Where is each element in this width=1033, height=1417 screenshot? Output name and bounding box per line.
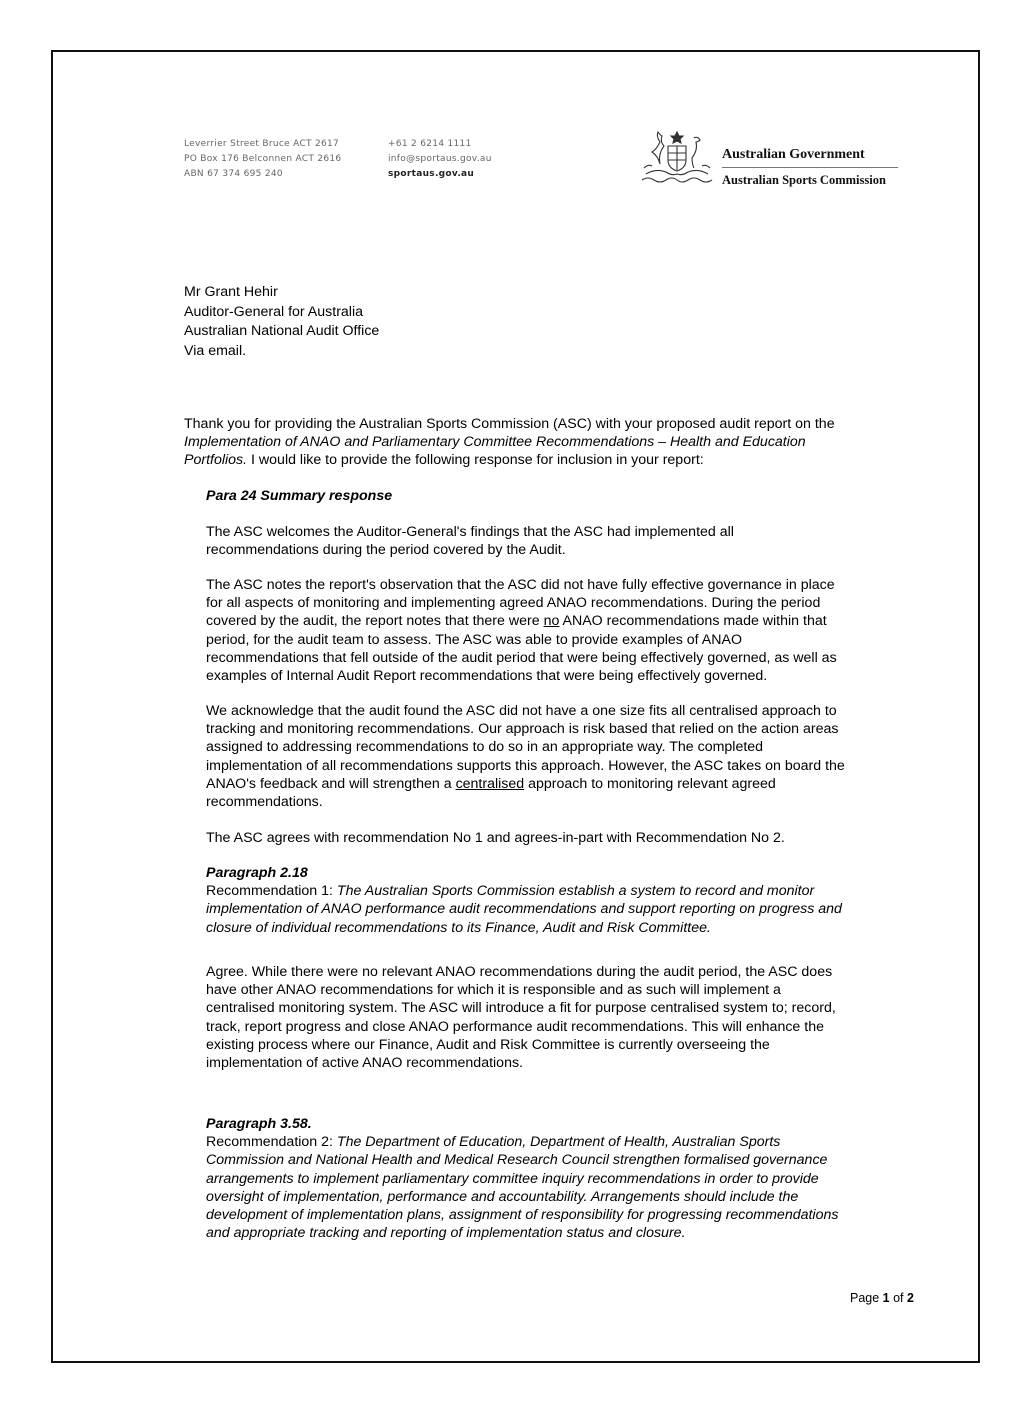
paragraph-line: recommendations that fell outside of the audit period that were being effectively governed, as well as	[206, 649, 837, 666]
organisation-name: Australian Sports Commission	[722, 173, 886, 187]
recommendation-text: Commission and National Health and Medical Research Council strengthen formalised governance	[206, 1152, 828, 1169]
government-name: Australian Government	[722, 147, 865, 162]
page-of-label: of	[889, 1291, 907, 1305]
paragraph-line	[206, 612, 837, 630]
letterhead-contact	[388, 137, 492, 182]
email-address: info@sportaus.gov.au	[388, 154, 492, 164]
recommendation-1-response	[206, 963, 836, 1072]
paragraph-line	[206, 1133, 838, 1151]
recommendation-1-heading: Paragraph 2.18	[206, 865, 308, 881]
paragraph-line: have other ANAO recommendations for which it is responsible and as such will implement a	[206, 982, 781, 999]
recipient-line: Mr Grant Hehir	[184, 284, 278, 300]
paragraph-line: recommendations during the period covered by the Audit.	[206, 542, 566, 559]
recommendation-text: The Department of Education, Department of Health, Australian Sports	[336, 1134, 781, 1151]
summary-heading: Para 24 Summary response	[206, 488, 393, 504]
recommendation-2-block	[206, 1115, 838, 1242]
paragraph-line: The ASC notes the report's observation that the ASC did not have fully effective governance in place	[206, 577, 835, 593]
paragraph-line: centralised monitoring system. The ASC will introduce a fit for purpose centralised system to; record,	[206, 1000, 836, 1017]
coat-of-arms-icon	[634, 128, 720, 190]
paragraph-line: We acknowledge that the audit found the ASC did not have a one size fits all centralised approach to	[206, 703, 837, 719]
total-pages: 2	[907, 1291, 914, 1305]
recommendation-label: Recommendation 1:	[206, 883, 337, 900]
recommendation-1-block	[206, 864, 842, 937]
address-line: Leverrier Street Bruce ACT 2617	[184, 139, 340, 149]
paragraph-line: track, report progress and close ANAO performance audit recommendations. This will enhance the	[206, 1018, 824, 1035]
letterhead-address	[184, 137, 341, 182]
recipient-line: Australian National Audit Office	[184, 323, 380, 339]
recipient-line: Via email.	[184, 342, 247, 359]
recipient-line: Auditor-General for Australia	[184, 303, 364, 320]
paragraph-line: period, for the audit team to assess. The ASC was able to provide examples of ANAO	[206, 631, 742, 648]
text-span: ANAO's feedback and will strengthen a	[206, 775, 456, 792]
phone-number: +61 2 6214 1111	[388, 139, 472, 149]
report-title-end: Portfolios.	[184, 452, 248, 469]
recipient-block	[184, 283, 379, 361]
intro-paragraph	[184, 415, 835, 470]
underlined-word: centralised	[455, 775, 525, 792]
address-line: PO Box 176 Belconnen ACT 2616	[184, 154, 342, 164]
wordmark-divider	[722, 167, 898, 168]
text-span: approach to monitoring relevant agreed	[524, 775, 776, 792]
paragraph-line: implementation of active ANAO recommendations.	[206, 1055, 524, 1072]
text-span: ANAO recommendations made within that	[559, 613, 827, 630]
recommendation-2-heading: Paragraph 3.58.	[206, 1116, 312, 1132]
current-page: 1	[882, 1291, 890, 1305]
intro-text: I would like to provide the following response for inclusion in your report:	[247, 452, 704, 469]
recommendation-text: development of implementation plans, assignment of responsibility for progressing recommendations	[206, 1207, 839, 1224]
summary-paragraph-2	[206, 576, 837, 685]
recommendation-text: The Australian Sports Commission establish a system to record and monitor	[336, 883, 815, 900]
summary-paragraph-4: The ASC agrees with recommendation No 1 and agrees-in-part with Recommendation No 2.	[206, 830, 785, 846]
text-span: covered by the audit, the report notes that there were	[206, 613, 544, 630]
page-number	[850, 1291, 914, 1305]
paragraph-line	[206, 882, 842, 900]
intro-line: Thank you for providing the Australian Sports Commission (ASC) with your proposed audit report on the	[184, 416, 835, 432]
government-wordmark	[722, 146, 898, 188]
paragraph-line: assigned to addressing recommendations to do so in an appropriate way. The completed	[206, 739, 764, 756]
page-label: Page	[850, 1291, 883, 1305]
paragraph-line: tracking and monitoring recommendations. Our approach is risk based that relied on the action areas	[206, 721, 839, 738]
paragraph-line: examples of Internal Audit Report recommendations that were being effectively governed.	[206, 668, 768, 685]
paragraph-line: existing process where our Finance, Audit and Risk Committee is currently overseeing the	[206, 1036, 770, 1053]
paragraph-line: The ASC welcomes the Auditor-General's findings that the ASC had implemented all	[206, 524, 734, 540]
website-address: sportaus.gov.au	[388, 169, 475, 179]
recommendation-text: implementation of ANAO performance audit recommendations and support reporting on progress and	[206, 901, 842, 918]
address-line: ABN 67 374 695 240	[184, 169, 283, 179]
paragraph-line: implementation of all recommendations supports this approach. However, the ASC takes on board the	[206, 757, 845, 774]
report-title-line: Implementation of ANAO and Parliamentary Committee Recommendations – Health and Education	[184, 434, 806, 451]
recommendation-label: Recommendation 2:	[206, 1134, 337, 1151]
paragraph-line: for all aspects of monitoring and implementing agreed ANAO recommendations. During the period	[206, 595, 821, 612]
summary-paragraph-3	[206, 702, 845, 811]
recommendation-text: oversight of implementation, performance and accountability. Arrangements should include the	[206, 1188, 799, 1205]
intro-line	[184, 451, 835, 469]
paragraph-line: Agree. While there were no relevant ANAO recommendations during the audit period, the ASC does	[206, 964, 833, 980]
recommendation-text: and appropriate tracking and reporting of implementation status and closure.	[206, 1225, 686, 1242]
recommendation-text: arrangements to implement parliamentary committee inquiry recommendations in order to provide	[206, 1170, 819, 1187]
paragraph-line	[206, 775, 845, 793]
underlined-word: no	[543, 613, 560, 630]
paragraph-line: recommendations.	[206, 794, 323, 811]
summary-paragraph-1	[206, 523, 734, 559]
recommendation-text: closure of individual recommendations to its Finance, Audit and Risk Committee.	[206, 919, 711, 936]
